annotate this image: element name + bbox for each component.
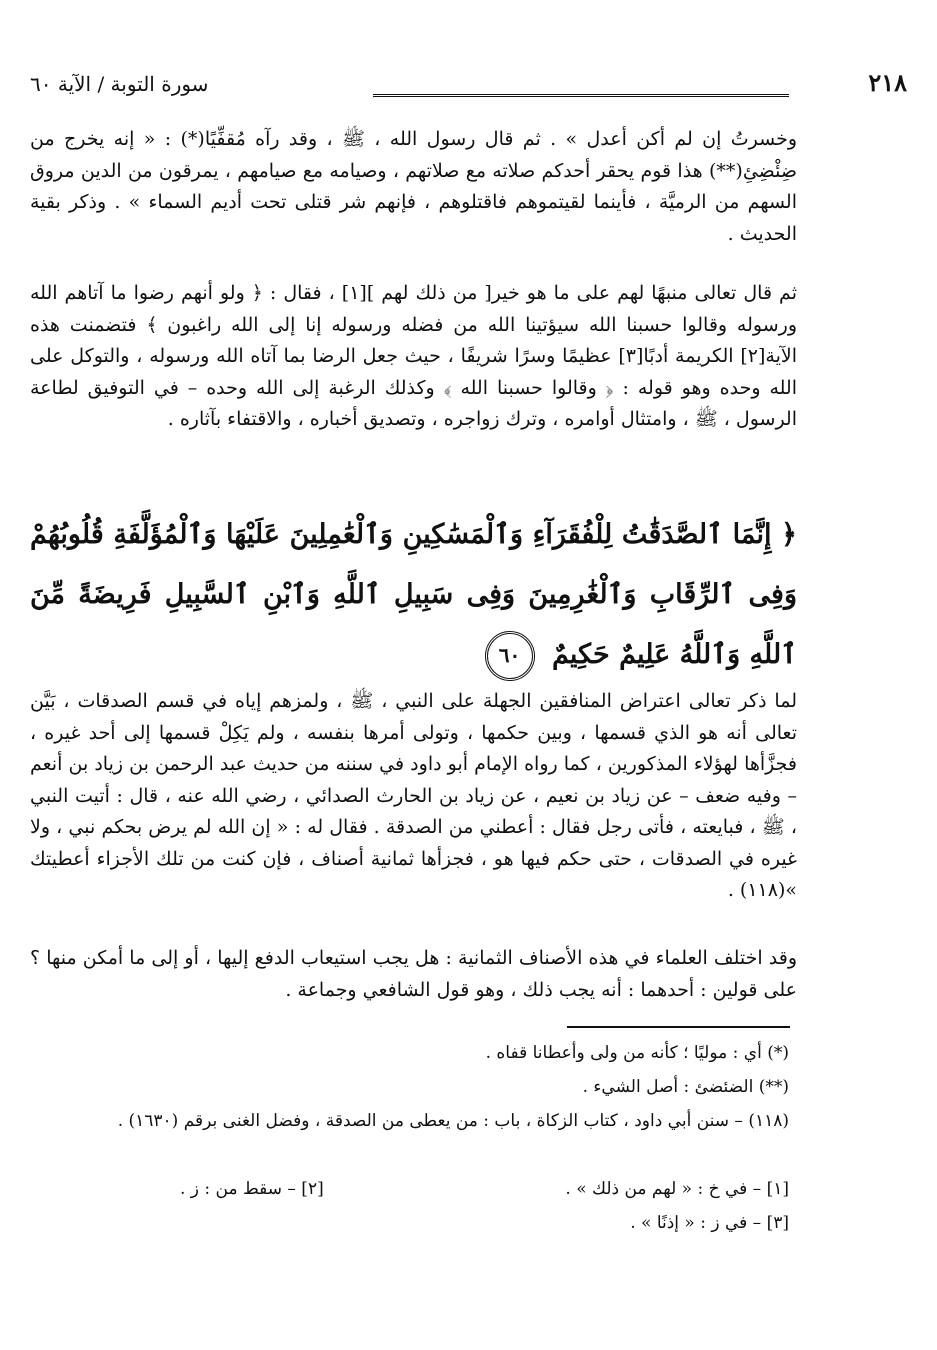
- paragraph-commentary: ثم قال تعالى منبهًا لهم على ما هو خير[ من ذلك لهم ][١] ، فقال : ﴿ ولو أنهم رضوا ما آتاهم الله ورسوله وقالوا حسبنا الله سيؤتينا الله من فضله ورسوله إنا إلى الله راغبون ﴾ فتضمنت هذه الآية[٢] الكريمة أدبًا[٣] عظيمًا وسرًا شريفًا ، حيث جعل الرضا بما آتاه الله ورسوله ، والتوكل على الله وحده وهو قوله : ﴿ وقالوا حسبنا الله ﴾ وكذلك الرغبة إلى الله وحده – في التوفيق لطاعة الرسول ، ﷺ ، وامتثال أوامره ، وترك زواجره ، وتصديق أخباره ، والاقتفاء بآثاره .: [30, 282, 797, 430]
- running-title: سورة التوبة / الآية ٦٠: [30, 72, 209, 96]
- page-number: ٢١٨: [868, 68, 907, 97]
- footnote-item: (**) الضئضئ : أصل الشيء .: [582, 1077, 789, 1097]
- footnotes: [30, 1036, 789, 1138]
- verse-text: ﴿ إِنَّمَا ٱلصَّدَقَٰتُ لِلْفُقَرَآءِ وَٱلْمَسَٰكِينِ وَٱلْعَٰمِلِينَ عَلَيْهَا وَٱلْمُؤَلَّفَةِ قُلُوبُهُمْ وَفِى ٱلرِّقَابِ وَٱلْغَٰرِمِينَ وَفِى سَبِيلِ ٱللَّهِ وَٱبْنِ ٱلسَّبِيلِ فَرِيضَةً مِّنَ ٱللَّهِ وَٱللَّهُ عَلِيمٌ حَكِيمٌ: [30, 519, 797, 670]
- footnote-item: (*) أي : موليًا ؛ كأنه من ولى وأعطانا قفاه .: [485, 1043, 789, 1063]
- paragraph-scholars-difference: وقد اختلف العلماء في هذه الأصناف الثمانية : هل يجب استيعاب الدفع إليها ، أو إلى ما أمكن منها ؟ على قولين : أحدهما : أنه يجب ذلك ، وهو قول الشافعي وجماعة .: [30, 947, 797, 1001]
- variant-row: [180, 1172, 789, 1206]
- paragraph-hadith-continuation: وخسرتُ إن لم أكن أعدل » . ثم قال رسول الله ، ﷺ ، وقد رآه مُقفِّيًا(*) : « إنه يخرج من ضِئْضِئِ(**) هذا قوم يحقر أحدكم صلاته مع صلاتهم ، وصيامه مع صيامهم ، يمرقون من الدين مروق السهم من الرميَّة ، فأينما لقيتموهم فاقتلوهم ، فإنهم شر قتلى تحت أديم السماء » . وذكر بقية الحديث .: [30, 128, 797, 245]
- verse-number-badge: ٦٠: [485, 631, 535, 681]
- variant-note: [٢] – سقط من : ز .: [180, 1179, 324, 1199]
- paragraph-tafsir: لما ذكر تعالى اعتراض المنافقين الجهلة على النبي ، ﷺ ، ولمزهم إياه في قسم الصدقات ، بَيَّن تعالى أنه هو الذي قسمها ، وبين حكمها ، وتولى أمرها بنفسه ، ولم يَكِلْ قسمها إلى أحد غيره ، فجزَّأها لهؤلاء المذكورين ، كما رواه الإمام أبو داود في سننه من حديث عبد الرحمن بن زياد بن أنعم – وفيه ضعف – عن زياد بن نعيم ، عن زياد بن الحارث الصدائي ، رضي الله عنه ، قال : أتيت النبي ، ﷺ ، فبايعته ، فأتى رجل فقال : أعطني من الصدقة . فقال له : « إن الله لم يرض بحكم نبي ، ولا غيره في الصدقات ، حتى حكم فيها هو ، فجزأها ثمانية أصناف ، فإن كنت من تلك الأجزاء أعطيتك »(١١٨) .: [30, 690, 797, 901]
- page-header: [30, 66, 907, 106]
- header-rule: [373, 94, 789, 97]
- quran-verse: [30, 505, 797, 685]
- variant-note: [٣] – في ز : « إذنًا » .: [630, 1213, 789, 1233]
- footnote-item: (١١٨) – سنن أبي داود ، كتاب الزكاة ، باب : من يعطى من الصدقة ، وفضل الغنى برقم (١٦٣٠) .: [117, 1111, 789, 1131]
- variant-note: [١] – في خ : « لهم من ذلك » .: [565, 1179, 789, 1199]
- manuscript-variants: [180, 1172, 789, 1240]
- footnote-separator: [567, 1026, 790, 1028]
